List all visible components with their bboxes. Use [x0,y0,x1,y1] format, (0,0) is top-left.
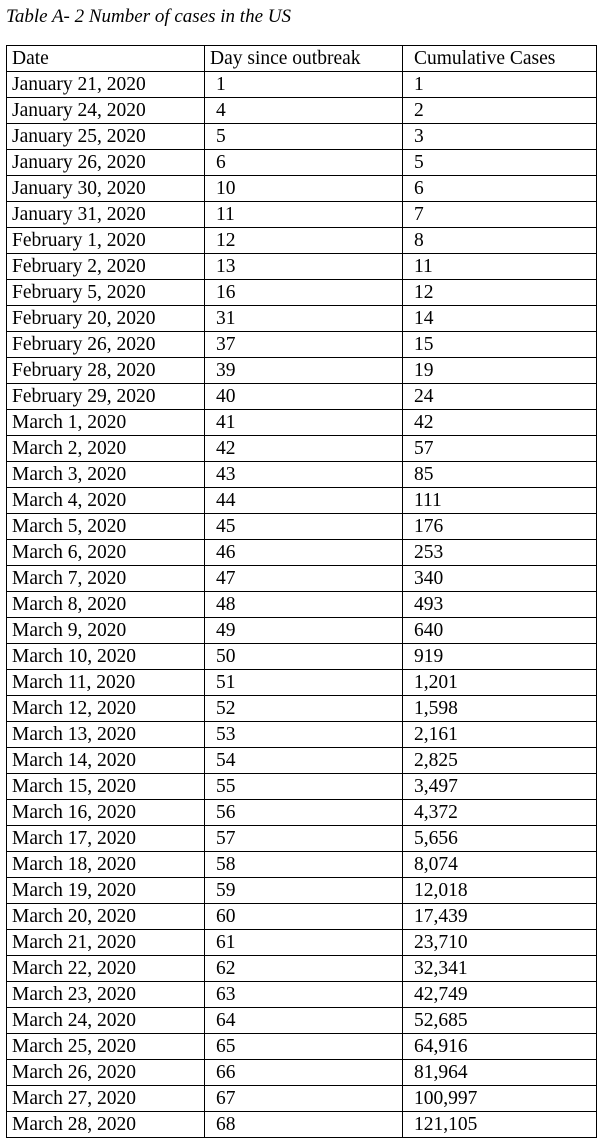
date-cell: February 1, 2020 [7,228,205,254]
cases-cell: 85 [403,462,597,488]
day-cell: 49 [205,618,403,644]
table-row [7,384,597,410]
cases-cell: 919 [403,644,597,670]
table-row [7,280,597,306]
date-cell: March 3, 2020 [7,462,205,488]
day-cell: 64 [205,1008,403,1034]
cases-cell: 14 [403,306,597,332]
day-cell: 53 [205,722,403,748]
cases-cell: 15 [403,332,597,358]
day-cell: 5 [205,124,403,150]
table-row [7,696,597,722]
day-cell: 48 [205,592,403,618]
day-cell: 16 [205,280,403,306]
table-row [7,1034,597,1060]
table-row [7,800,597,826]
cases-cell: 8,074 [403,852,597,878]
cases-cell: 5 [403,150,597,176]
day-cell: 65 [205,1034,403,1060]
table-row [7,488,597,514]
table-row [7,982,597,1008]
table-row [7,748,597,774]
table-row [7,1086,597,1112]
cases-cell: 6 [403,176,597,202]
date-cell: February 29, 2020 [7,384,205,410]
date-cell: March 15, 2020 [7,774,205,800]
table-row [7,1008,597,1034]
table-row [7,670,597,696]
date-cell: March 8, 2020 [7,592,205,618]
cases-cell: 23,710 [403,930,597,956]
table-row [7,956,597,982]
table-row [7,722,597,748]
day-cell: 45 [205,514,403,540]
day-cell: 47 [205,566,403,592]
cases-cell: 42,749 [403,982,597,1008]
cases-cell: 340 [403,566,597,592]
cases-cell: 64,916 [403,1034,597,1060]
cases-cell: 11 [403,254,597,280]
date-cell: March 4, 2020 [7,488,205,514]
date-cell: January 25, 2020 [7,124,205,150]
date-cell: February 20, 2020 [7,306,205,332]
day-cell: 31 [205,306,403,332]
date-cell: March 25, 2020 [7,1034,205,1060]
day-cell: 6 [205,150,403,176]
date-cell: March 5, 2020 [7,514,205,540]
table-header-row [7,46,597,72]
cases-cell: 8 [403,228,597,254]
table-row [7,176,597,202]
day-cell: 44 [205,488,403,514]
day-cell: 12 [205,228,403,254]
date-cell: March 22, 2020 [7,956,205,982]
table-row [7,98,597,124]
date-cell: March 19, 2020 [7,878,205,904]
table-row [7,124,597,150]
table-row [7,410,597,436]
table-row [7,566,597,592]
cases-cell: 1,201 [403,670,597,696]
day-cell: 68 [205,1112,403,1138]
date-cell: January 26, 2020 [7,150,205,176]
cases-table [6,45,597,1138]
date-cell: March 23, 2020 [7,982,205,1008]
day-cell: 52 [205,696,403,722]
date-cell: March 20, 2020 [7,904,205,930]
day-cell: 67 [205,1086,403,1112]
day-cell: 37 [205,332,403,358]
day-cell: 39 [205,358,403,384]
table-row [7,306,597,332]
date-cell: March 16, 2020 [7,800,205,826]
table-row [7,514,597,540]
date-cell: March 13, 2020 [7,722,205,748]
date-cell: February 5, 2020 [7,280,205,306]
date-cell: March 27, 2020 [7,1086,205,1112]
day-cell: 4 [205,98,403,124]
table-row [7,904,597,930]
date-cell: January 31, 2020 [7,202,205,228]
date-cell: March 18, 2020 [7,852,205,878]
day-cell: 61 [205,930,403,956]
column-header-date: Date [7,46,205,72]
table-row [7,540,597,566]
day-cell: 59 [205,878,403,904]
cases-cell: 253 [403,540,597,566]
date-cell: March 24, 2020 [7,1008,205,1034]
table-row [7,644,597,670]
day-cell: 58 [205,852,403,878]
date-cell: March 12, 2020 [7,696,205,722]
cases-cell: 111 [403,488,597,514]
date-cell: March 9, 2020 [7,618,205,644]
table-row [7,254,597,280]
date-cell: January 30, 2020 [7,176,205,202]
table-row [7,618,597,644]
table-row [7,228,597,254]
day-cell: 10 [205,176,403,202]
column-header-cumulative-cases: Cumulative Cases [403,46,597,72]
table-caption: Table A- 2 Number of cases in the US [6,6,291,27]
date-cell: March 10, 2020 [7,644,205,670]
date-cell: March 14, 2020 [7,748,205,774]
day-cell: 66 [205,1060,403,1086]
day-cell: 1 [205,72,403,98]
date-cell: January 21, 2020 [7,72,205,98]
day-cell: 43 [205,462,403,488]
date-cell: March 28, 2020 [7,1112,205,1138]
cases-cell: 2,161 [403,722,597,748]
day-cell: 60 [205,904,403,930]
cases-cell: 52,685 [403,1008,597,1034]
date-cell: March 2, 2020 [7,436,205,462]
table-row [7,1112,597,1138]
cases-cell: 42 [403,410,597,436]
cases-cell: 3,497 [403,774,597,800]
table-row [7,774,597,800]
cases-cell: 5,656 [403,826,597,852]
table-row [7,150,597,176]
day-cell: 41 [205,410,403,436]
table-row [7,332,597,358]
day-cell: 57 [205,826,403,852]
table-body [7,72,597,1138]
table-row [7,592,597,618]
day-cell: 11 [205,202,403,228]
day-cell: 50 [205,644,403,670]
date-cell: February 26, 2020 [7,332,205,358]
date-cell: March 7, 2020 [7,566,205,592]
column-header-day: Day since outbreak [205,46,403,72]
table-row [7,1060,597,1086]
cases-cell: 1,598 [403,696,597,722]
day-cell: 40 [205,384,403,410]
day-cell: 54 [205,748,403,774]
cases-cell: 57 [403,436,597,462]
date-cell: March 1, 2020 [7,410,205,436]
table-row [7,462,597,488]
table-row [7,852,597,878]
cases-cell: 32,341 [403,956,597,982]
cases-cell: 2,825 [403,748,597,774]
table-row [7,436,597,462]
cases-cell: 4,372 [403,800,597,826]
table-row [7,826,597,852]
cases-cell: 121,105 [403,1112,597,1138]
day-cell: 13 [205,254,403,280]
cases-cell: 2 [403,98,597,124]
cases-cell: 19 [403,358,597,384]
cases-cell: 81,964 [403,1060,597,1086]
cases-cell: 7 [403,202,597,228]
cases-cell: 640 [403,618,597,644]
cases-cell: 1 [403,72,597,98]
date-cell: March 26, 2020 [7,1060,205,1086]
day-cell: 55 [205,774,403,800]
date-cell: February 28, 2020 [7,358,205,384]
cases-cell: 12,018 [403,878,597,904]
table-row [7,202,597,228]
table-row [7,72,597,98]
day-cell: 42 [205,436,403,462]
cases-cell: 3 [403,124,597,150]
date-cell: March 17, 2020 [7,826,205,852]
day-cell: 63 [205,982,403,1008]
date-cell: February 2, 2020 [7,254,205,280]
cases-cell: 493 [403,592,597,618]
cases-cell: 24 [403,384,597,410]
cases-cell: 12 [403,280,597,306]
cases-cell: 100,997 [403,1086,597,1112]
table-row [7,878,597,904]
day-cell: 46 [205,540,403,566]
day-cell: 62 [205,956,403,982]
cases-cell: 17,439 [403,904,597,930]
table-row [7,358,597,384]
date-cell: March 6, 2020 [7,540,205,566]
day-cell: 51 [205,670,403,696]
date-cell: March 21, 2020 [7,930,205,956]
table-row [7,930,597,956]
cases-cell: 176 [403,514,597,540]
date-cell: March 11, 2020 [7,670,205,696]
date-cell: January 24, 2020 [7,98,205,124]
day-cell: 56 [205,800,403,826]
